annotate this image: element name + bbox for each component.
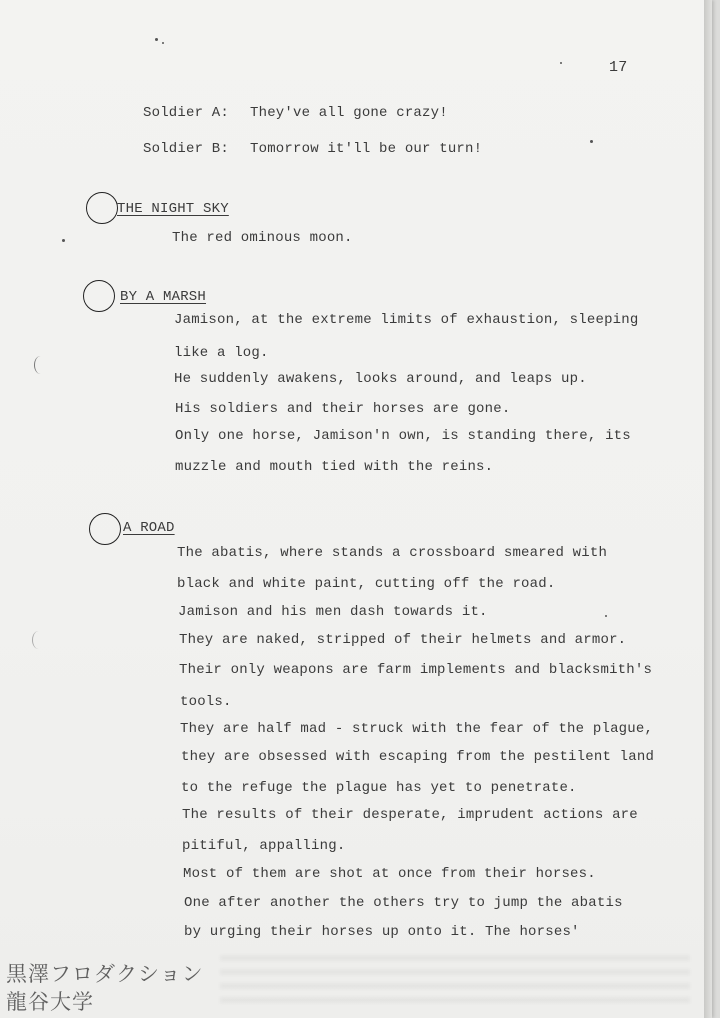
scene-marker-circle	[83, 280, 115, 312]
archive-watermark-line-2: 龍谷大学	[6, 990, 94, 1014]
scene-marker-circle	[86, 192, 118, 224]
dialogue-speaker: Soldier A:	[143, 105, 230, 121]
scene-text-line: black and white paint, cutting off the road.	[177, 576, 556, 592]
scene-text-line: Only one horse, Jamison'n own, is standing there, its	[175, 428, 631, 444]
scene-text-line: pitiful, appalling.	[182, 838, 346, 854]
dialogue-text: Tomorrow it'll be our turn!	[250, 141, 483, 157]
scene-text-line: they are obsessed with escaping from the pestilent land	[181, 749, 655, 765]
scene-text-line: They are naked, stripped of their helmets and armor.	[179, 632, 627, 648]
scene-text-line: by urging their horses up onto it. The horses'	[184, 924, 580, 940]
scene-text-line: like a log.	[174, 345, 269, 361]
ink-speck	[605, 615, 607, 617]
scene-text-line: tools.	[180, 694, 232, 710]
dialogue-line	[143, 105, 448, 121]
dialogue-line	[143, 141, 482, 157]
scene-text-line: muzzle and mouth tied with the reins.	[175, 459, 494, 475]
scene-text-line: to the refuge the plague has yet to penetrate.	[181, 780, 577, 796]
scene-heading: BY A MARSH	[120, 289, 207, 305]
scene-text-line: The red ominous moon.	[172, 230, 353, 246]
scene-text-line: His soldiers and their horses are gone.	[175, 401, 511, 417]
scene-text-line: The abatis, where stands a crossboard smeared with	[177, 545, 608, 561]
dialogue-speaker: Soldier B:	[143, 141, 230, 157]
binder-hole-mark	[32, 631, 45, 649]
ink-speck	[155, 38, 158, 41]
ink-speck	[560, 62, 562, 64]
page-edge-shadow	[704, 0, 712, 1018]
ink-speck	[162, 42, 164, 44]
scene-text-line: One after another the others try to jump the abatis	[184, 895, 623, 911]
scene-text-line: Most of them are shot at once from their horses.	[183, 866, 596, 882]
scene-heading: THE NIGHT SKY	[117, 201, 229, 217]
scene-text-line: They are half mad - struck with the fear of the plague,	[180, 721, 654, 737]
ink-speck	[62, 239, 65, 242]
show-through-text-bleed	[220, 955, 690, 1010]
scene-text-line: The results of their desperate, imprudent actions are	[182, 807, 638, 823]
dialogue-text: They've all gone crazy!	[250, 105, 448, 121]
scene-text-line: Jamison and his men dash towards it.	[178, 604, 488, 620]
archive-watermark-line-1: 黒澤フロダクション	[6, 962, 204, 986]
scene-text-line: Their only weapons are farm implements and blacksmith's	[179, 662, 653, 678]
scene-text-line: Jamison, at the extreme limits of exhaustion, sleeping	[174, 312, 639, 328]
page-number: 17	[609, 59, 628, 76]
scene-text-line: He suddenly awakens, looks around, and leaps up.	[174, 371, 587, 387]
scene-heading: A ROAD	[123, 520, 175, 536]
binder-hole-mark	[34, 356, 47, 374]
ink-speck	[590, 140, 593, 143]
scene-marker-circle	[89, 513, 121, 545]
